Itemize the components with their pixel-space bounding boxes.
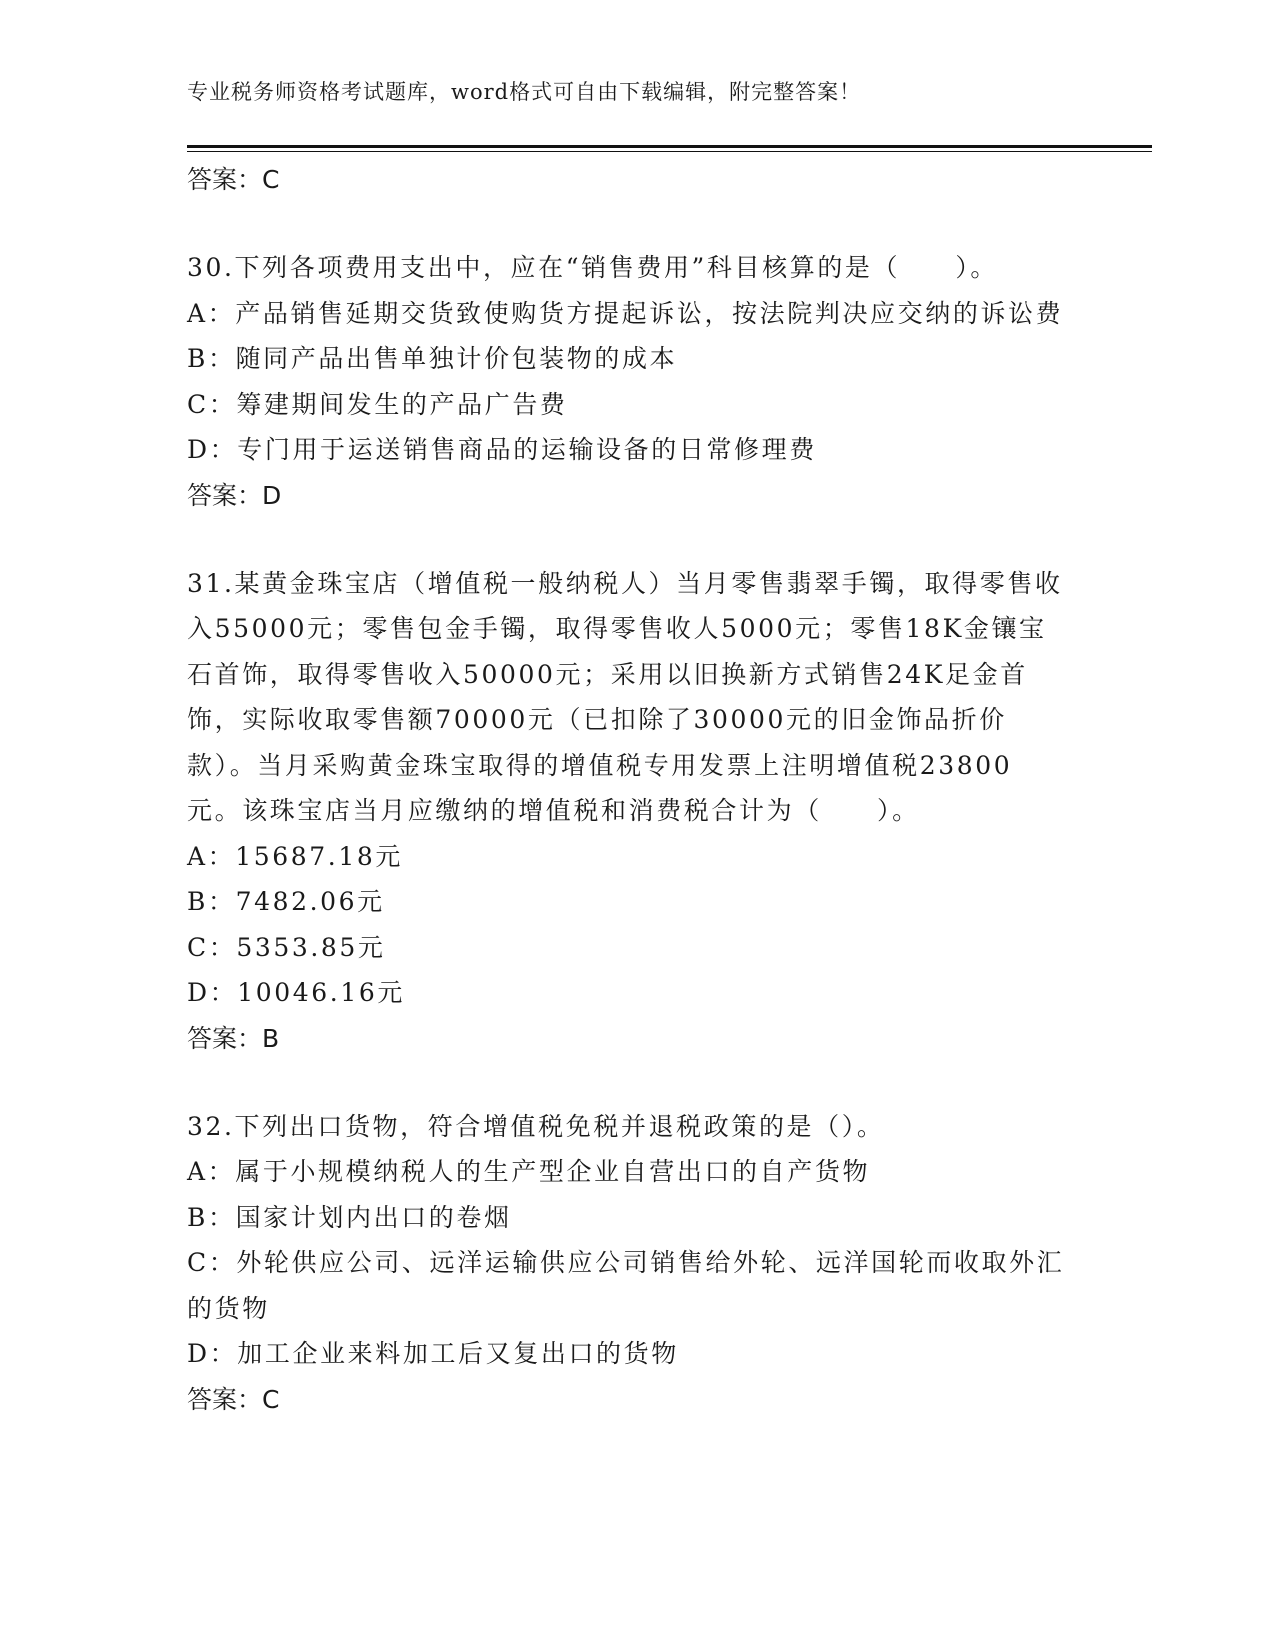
option-d: D：加工企业来料加工后又复出口的货物 bbox=[187, 1339, 679, 1368]
option-d: D：专门用于运送销售商品的运输设备的日常修理费 bbox=[187, 435, 817, 464]
answer-previous: 答案：C bbox=[187, 165, 280, 194]
question-stem: 30.下列各项费用支出中，应在“销售费用”科目核算的是（ ）。 bbox=[187, 253, 999, 282]
option-c: C：外轮供应公司、远洋运输供应公司销售给外轮、远洋国轮而收取外汇的货物 bbox=[187, 1248, 1065, 1323]
option-d: D：10046.16元 bbox=[187, 978, 405, 1007]
option-a: A：属于小规模纳税人的生产型企业自营出口的自产货物 bbox=[187, 1157, 871, 1186]
option-a: A：15687.18元 bbox=[187, 841, 403, 871]
spacer bbox=[187, 203, 1067, 245]
option-b: B：7482.06元 bbox=[187, 887, 385, 916]
question-30 bbox=[187, 245, 1067, 519]
header-rule-thin bbox=[187, 151, 1152, 152]
page-header: 专业税务师资格考试题库，word格式可自由下载编辑，附完整答案！ bbox=[187, 80, 862, 104]
answer: 答案：D bbox=[187, 480, 282, 510]
option-b: B：随同产品出售单独计价包装物的成本 bbox=[187, 344, 678, 373]
question-stem: 31.某黄金珠宝店（增值税一般纳税人）当月零售翡翠手镯，取得零售收入55000元；零售包金手镯，取得零售收人5000元；零售18K金镶宝石首饰，取得零售收入50000元；采用以旧换新方式销售24K足金首饰，实际收取零售额70000元（已扣除了30000元的旧金饰品折价款）。当月采购黄金珠宝取得的增值税专用发票上注明增值税23800元。该珠宝店当月应缴纳的增值税和消费税合计为（ ）。 bbox=[187, 568, 1063, 825]
option-c: C：筹建期间发生的产品广告费 bbox=[187, 389, 568, 419]
option-b: B：国家计划内出口的卷烟 bbox=[187, 1202, 512, 1232]
question-31 bbox=[187, 561, 1067, 1062]
answer: 答案：C bbox=[187, 1384, 280, 1414]
option-c: C：5353.85元 bbox=[187, 932, 386, 962]
document-body bbox=[187, 157, 1067, 1423]
answer: 答案：B bbox=[187, 1023, 280, 1053]
question-32 bbox=[187, 1104, 1067, 1423]
header-rule bbox=[187, 145, 1152, 148]
option-a: A：产品销售延期交货致使购货方提起诉讼，按法院判决应交纳的诉讼费 bbox=[187, 298, 1064, 328]
question-stem: 32.下列出口货物，符合增值税免税并退税政策的是（）。 bbox=[187, 1111, 885, 1141]
spacer bbox=[187, 519, 1067, 561]
spacer bbox=[187, 1062, 1067, 1104]
